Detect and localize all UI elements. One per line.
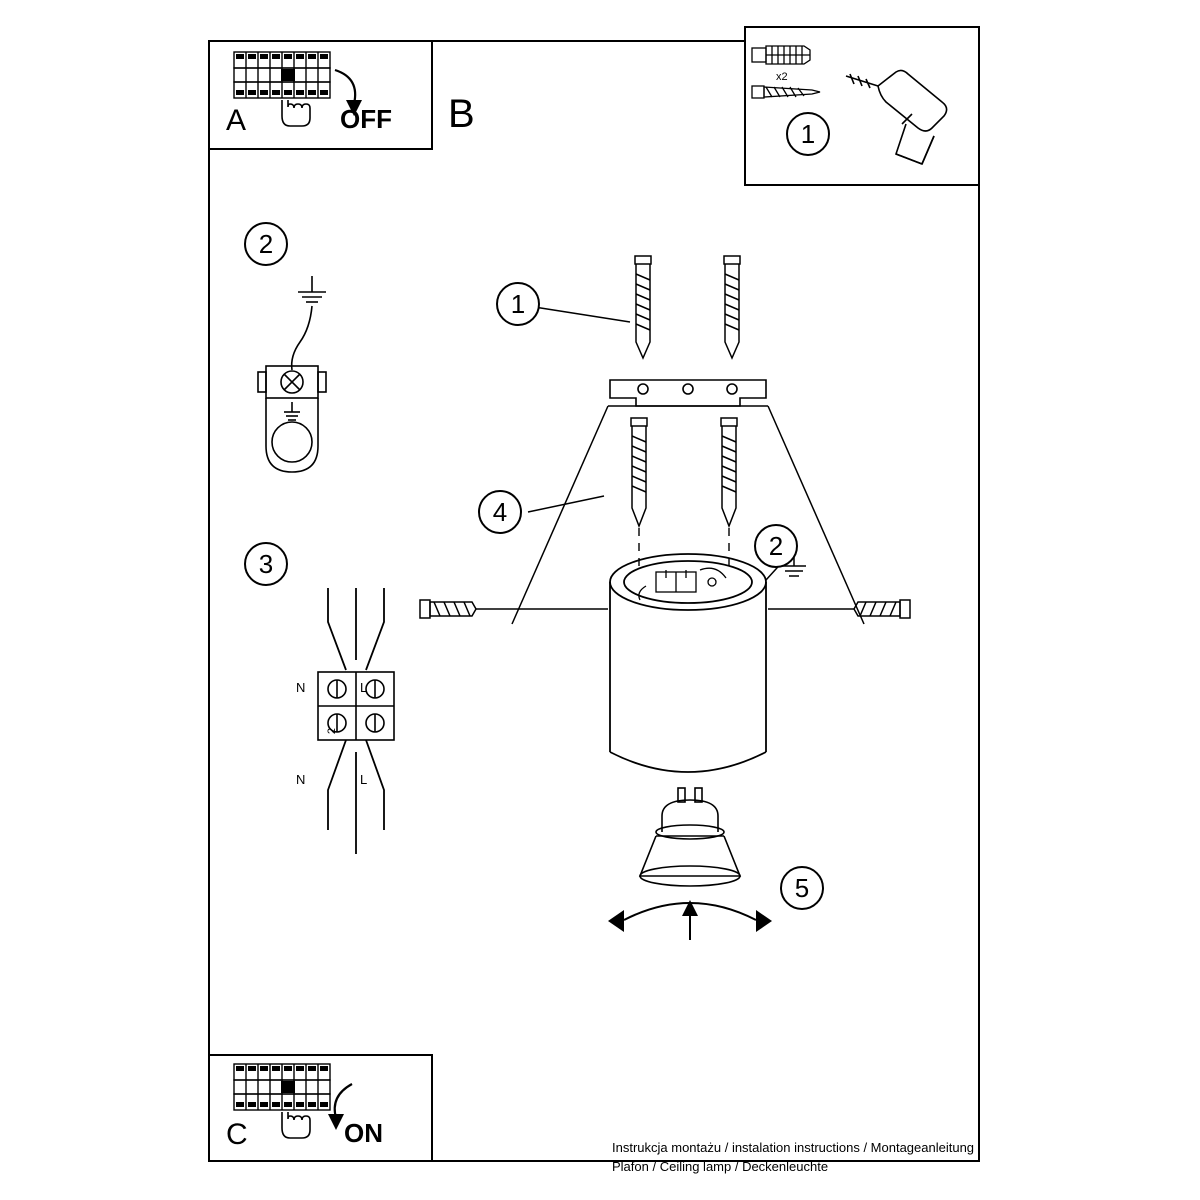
step-a-box [208, 40, 433, 150]
step-c-action-label: ON [344, 1118, 383, 1148]
terminal-label-n-top: N [296, 680, 306, 695]
callout-bracket-number: 4 [478, 490, 522, 534]
callout-bulb-number: 5 [780, 866, 824, 910]
step-c-letter: C [226, 1118, 248, 1151]
footer-line-1: Instrukcja montażu / instalation instructions / Montageanleitung [612, 1140, 975, 1155]
callout-grub-number: 2 [754, 524, 798, 568]
svg-text:x2: x2 [776, 71, 788, 83]
terminal-block-illustration [300, 570, 410, 870]
step-a-action-label: OFF [340, 104, 392, 134]
drill-illustration [746, 28, 978, 184]
callout-earth-number: 2 [244, 222, 288, 266]
callout-screws-number: 1 [496, 282, 540, 326]
step-a-letter: A [226, 104, 247, 137]
footer-text [612, 1138, 992, 1176]
terminal-label-l-bottom: L [360, 772, 368, 787]
step-c-box [208, 1054, 433, 1162]
terminal-label-l-top: L [360, 680, 368, 695]
callout-terminal-number: 3 [244, 542, 288, 586]
earth-terminal-illustration [244, 270, 364, 490]
terminal-label-n-bottom: N [296, 772, 306, 787]
terminal-label-center: 2 [326, 727, 339, 735]
step-b-letter: B [448, 92, 475, 136]
footer-line-2: Plafon / Ceiling lamp / Deckenleuchte [612, 1159, 829, 1174]
drill-box [744, 26, 980, 186]
callout-drill-number: 1 [786, 112, 830, 156]
main-assembly-illustration [400, 240, 980, 960]
